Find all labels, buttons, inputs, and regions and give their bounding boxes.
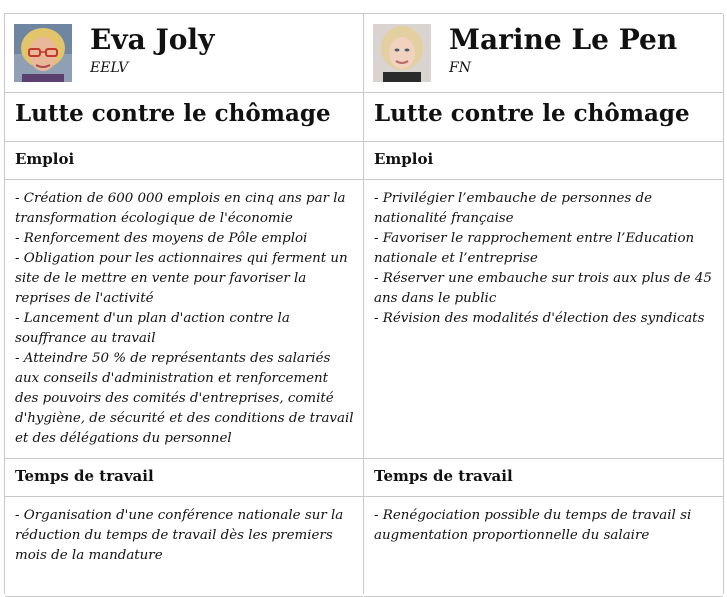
comparison-table <box>4 13 723 594</box>
temps-header-row <box>364 459 723 497</box>
candidate-column-left <box>5 14 364 594</box>
candidate-name: Marine Le Pen <box>449 23 678 56</box>
candidate-header <box>364 14 723 93</box>
list-item: - Organisation d'une conférence nationale sur la réduction du temps de travail dès les premiers mois de la mandature <box>15 508 344 563</box>
list-item: - Atteindre 50 % de représentants des salariés aux conseils d'administration et renforcement des pouvoirs des comités d'entreprises, comité d'hygiène, de sécurité et des conditions de travail et des délégations du personnel <box>15 351 354 446</box>
list-item: - Révision des modalités d'élection des syndicats <box>374 311 705 326</box>
list-item: - Privilégier l’embauche de personnes de nationalité française <box>374 191 652 226</box>
emploi-list <box>15 189 355 449</box>
candidate-party: EELV <box>90 60 129 76</box>
list-item: - Création de 600 000 emplois en cinq ans par la transformation écologique de l'économie <box>15 191 346 226</box>
emploi-list <box>374 189 715 329</box>
list-item: - Renforcement des moyens de Pôle emploi <box>15 231 308 246</box>
temps-heading: Temps de travail <box>374 467 513 485</box>
emploi-header-row <box>364 142 723 180</box>
topic-title-row <box>364 93 723 142</box>
candidate-header <box>5 14 363 93</box>
temps-content-row <box>364 497 723 597</box>
temps-list <box>15 506 355 566</box>
list-item: - Obligation pour les actionnaires qui ferment un site de le mettre en vente pour favoriser la reprises de l'activité <box>15 251 348 306</box>
topic-title: Lutte contre le chômage <box>15 100 331 127</box>
list-item: - Favoriser le rapprochement entre l’Education nationale et l’entreprise <box>374 231 695 266</box>
emploi-content-row <box>5 180 363 459</box>
emploi-heading: Emploi <box>374 150 434 168</box>
candidate-column-right <box>364 14 724 594</box>
topic-title-row <box>5 93 363 142</box>
candidate-photo <box>14 24 72 82</box>
emploi-content-row <box>364 180 723 459</box>
temps-list <box>374 506 715 546</box>
temps-header-row <box>5 459 363 497</box>
emploi-header-row <box>5 142 363 180</box>
topic-title: Lutte contre le chômage <box>374 100 690 127</box>
temps-content-row <box>5 497 363 597</box>
candidate-party: FN <box>449 60 471 76</box>
list-item: - Lancement d'un plan d'action contre la souffrance au travail <box>15 311 290 346</box>
candidate-photo <box>373 24 431 82</box>
list-item: - Réserver une embauche sur trois aux plus de 45 ans dans le public <box>374 271 712 306</box>
list-item: - Renégociation possible du temps de travail si augmentation proportionnelle du salaire <box>374 508 692 543</box>
temps-heading: Temps de travail <box>15 467 154 485</box>
emploi-heading: Emploi <box>15 150 75 168</box>
candidate-name: Eva Joly <box>90 23 215 56</box>
